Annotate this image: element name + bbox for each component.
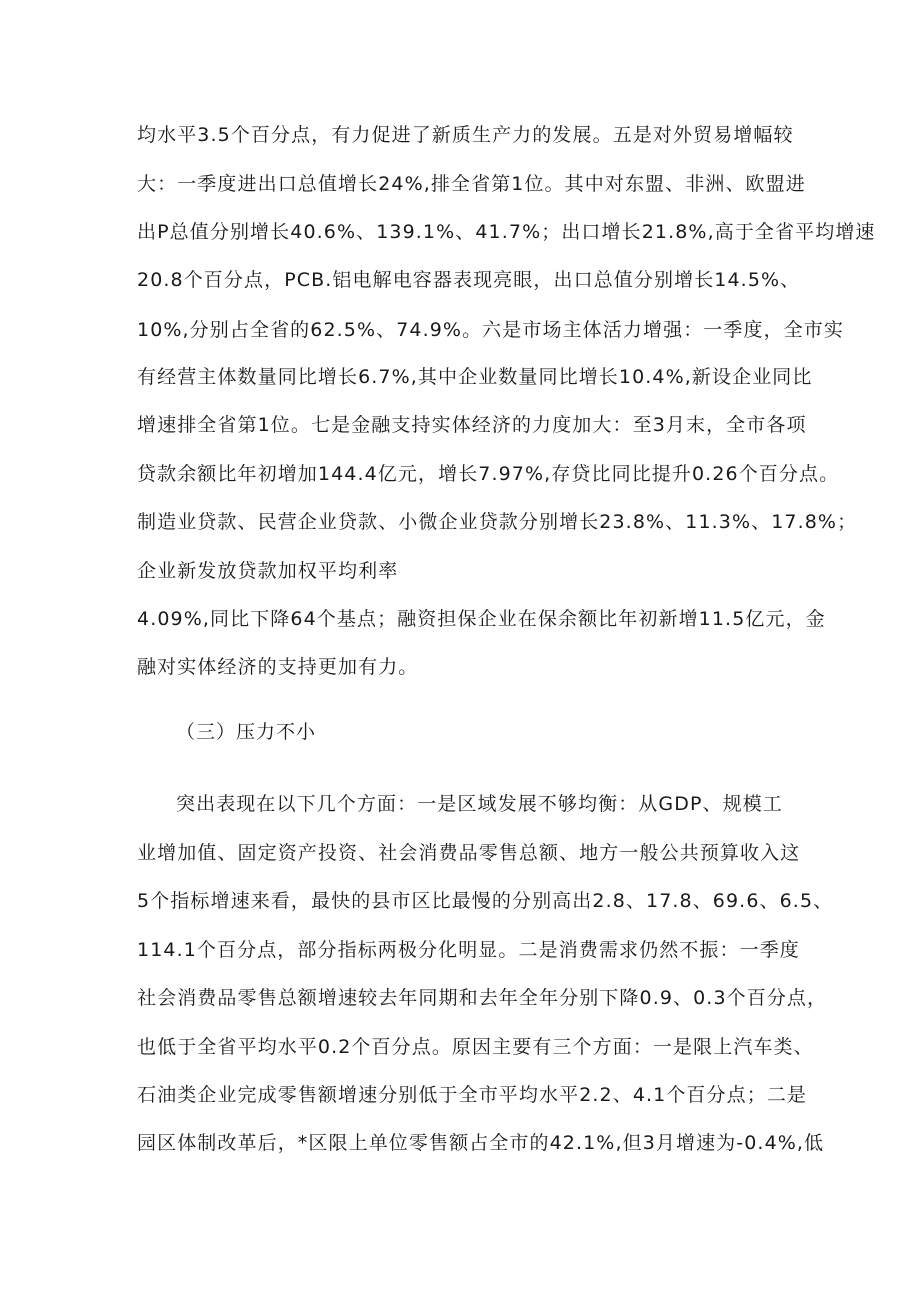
- paragraph-line: 有经营主体数量同比增长6.7%,其中企业数量同比增长10.4%,新设企业同比: [137, 366, 813, 388]
- section-heading: （三）压力不小: [176, 721, 317, 743]
- paragraph-line: 社会消费品零售总额增速较去年同期和去年全年分别下降0.9、0.3个百分点，: [137, 987, 828, 1009]
- paragraph-line: 均水平3.5个百分点，有力促进了新质生产力的发展。五是对外贸易增幅较: [137, 124, 794, 146]
- paragraph-line: 石油类企业完成零售额增速分别低于全市平均水平2.2、4.1个百分点；二是: [137, 1084, 808, 1106]
- paragraph-line: 融对实体经济的支持更加有力。: [137, 656, 419, 678]
- paragraph-line: 制造业贷款、民营企业贷款、小微企业贷款分别增长23.8%、11.3%、17.8%；: [137, 511, 858, 533]
- paragraph-line: 大：一季度进出口总值增长24%,排全省第1位。其中对东盟、非洲、欧盟进: [137, 173, 806, 195]
- paragraph-line: 20.8个百分点，PCB.铝电解电容器表现亮眼，出口总值分别增长14.5%、: [137, 269, 801, 291]
- paragraph-line: 业增加值、固定资产投资、社会消费品零售总额、地方一般公共预算收入这: [137, 842, 801, 864]
- paragraph-line: 114.1个百分点，部分指标两极分化明显。二是消费需求仍然不振：一季度: [137, 939, 800, 961]
- paragraph-line: 出P总值分别增长40.6%、139.1%、41.7%；出口增长21.8%,高于全省平均增速: [137, 221, 876, 243]
- paragraph-line: 园区体制改革后，*区限上单位零售额占全市的42.1%,但3月增速为-0.4%,低: [137, 1132, 825, 1154]
- paragraph-line: 增速排全省第1位。七是金融支持实体经济的力度加大：至3月末，全市各项: [137, 414, 807, 436]
- paragraph-line: 突出表现在以下几个方面：一是区域发展不够均衡：从GDP、规模工: [176, 793, 783, 815]
- paragraph-line: 也低于全省平均水平0.2个百分点。原因主要有三个方面：一是限上汽车类、: [137, 1036, 814, 1058]
- paragraph-line: 4.09%,同比下降64个基点；融资担保企业在保余额比年初新增11.5亿元，金: [137, 608, 826, 630]
- paragraph-line: 10%,分别占全省的62.5%、74.9%。六是市场主体活力增强：一季度，全市实: [137, 319, 844, 341]
- paragraph-line: 贷款余额比年初增加144.4亿元，增长7.97%,存贷比同比提升0.26个百分点。: [137, 463, 840, 485]
- paragraph-line: 5个指标增速来看，最快的县市区比最慢的分别高出2.8、17.8、69.6、6.5、: [137, 890, 834, 912]
- paragraph-line: 企业新发放贷款加权平均利率: [137, 560, 399, 582]
